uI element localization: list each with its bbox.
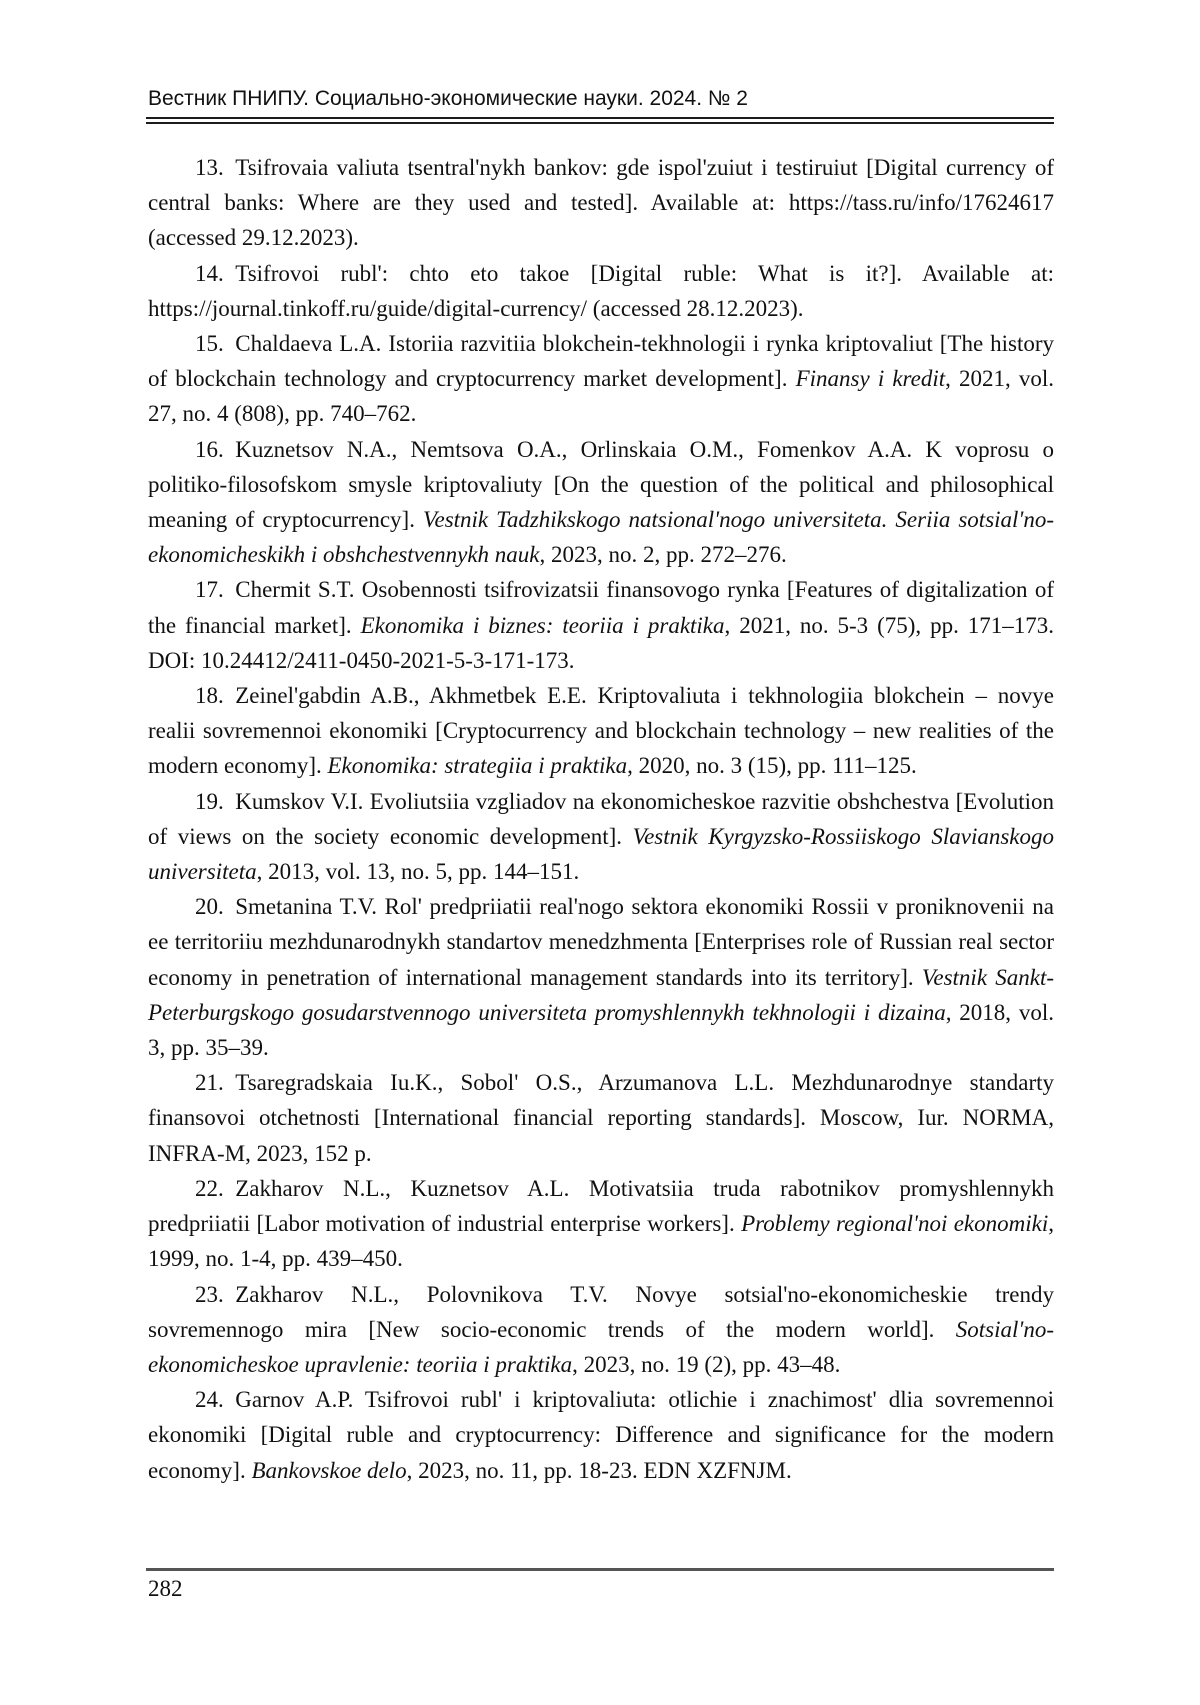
reference-item	[148, 256, 1054, 326]
reference-text-segment: , 2023, no. 19 (2), pp. 43–48.	[572, 1351, 841, 1377]
reference-number: 17.	[195, 577, 236, 603]
reference-item	[148, 572, 1054, 678]
reference-text-segment: Kumskov V.I. Evoliutsiia vzgliadov na ekonomicheskoe razvitie obshchestva [Evolution of views on the society economic development].	[148, 788, 1054, 849]
reference-text-segment: Chaldaeva L.A. Istoriia razvitiia blokchein-tekhnologii i rynka kriptovaliut [The history of blockchain technology and cryptocurrency market development].	[148, 331, 1054, 392]
reference-text-segment: Bankovskoe delo	[251, 1457, 407, 1483]
reference-item	[148, 1171, 1054, 1277]
reference-text-segment: , 2021, vol. 27, no. 4 (808), pp. 740–762.	[148, 366, 1055, 427]
footer-rule	[146, 1568, 1054, 1571]
journal-running-header: Вестник ПНИПУ. Социально-экономические науки. 2024. № 2	[148, 87, 748, 110]
reference-text-segment: Vestnik Kyrgyzsko-Rossiiskogo Slavianskogo universiteta	[148, 823, 1054, 885]
reference-item	[148, 678, 1054, 784]
reference-text-segment: Zeinel'gabdin A.B., Akhmetbek E.E. Kriptovaliuta i tekhnologiia blokchein – novye realii sovremennoi ekonomiki [Cryptocurrency and blockchain technology – new realities of the modern economy].	[148, 683, 1054, 779]
reference-item	[148, 150, 1054, 256]
reference-item	[148, 1382, 1054, 1488]
reference-number: 21.	[195, 1070, 236, 1096]
reference-text-segment: Ekonomika: strategiia i praktika	[327, 753, 628, 779]
reference-item	[148, 432, 1054, 573]
reference-text-segment: Finansy i kredit	[795, 366, 946, 392]
reference-text-segment: Vestnik Sankt-Peterburgskogo gosudarstvennogo universiteta promyshlennykh tekhnologii i dizaina	[148, 964, 1054, 1025]
reference-text-segment: , 2013, vol. 13, no. 5, pp. 144–151.	[256, 859, 580, 885]
reference-text-segment: Zakharov N.L., Polovnikova T.V. Novye sotsial'no-ekonomicheskie trendy sovremennogo mira [New socio-economic trends of the modern world].	[148, 1281, 1054, 1342]
reference-text-segment: , 2023, no. 11, pp. 18-23. EDN XZFNJM.	[406, 1457, 792, 1483]
reference-item	[148, 326, 1054, 432]
reference-text-segment: Zakharov N.L., Kuznetsov A.L. Motivatsiia truda rabotnikov promyshlennykh predpriiatii [Labor motivation of industrial enterprise workers].	[148, 1175, 1054, 1237]
reference-text-segment: , 2021, no. 5-3 (75), pp. 171–173. DOI: 10.24412/2411-0450-2021-5-3-171-173.	[148, 612, 1054, 673]
reference-text-segment: Sotsial'no-ekonomicheskoe upravlenie: teoriia i praktika	[148, 1316, 1054, 1377]
reference-number: 14.	[195, 260, 236, 286]
reference-text-segment: Smetanina T.V. Rol' predpriiatii real'nogo sektora ekonomiki Rossii v proniknovenii na ee territoriiu mezhdunarodnykh standartov menedzhmenta [Enterprises role of Russian real sector economy in penetration of international management standards into its territory].	[148, 894, 1054, 990]
reference-text-segment: Problemy regional'noi ekonomiki	[741, 1211, 1049, 1237]
reference-number: 22.	[195, 1175, 236, 1201]
reference-text-segment: Ekonomika i biznes: teoriia i praktika	[360, 612, 725, 638]
reference-number: 24.	[195, 1387, 236, 1413]
reference-number: 16.	[195, 436, 236, 462]
references-list	[148, 150, 1054, 1488]
page-number: 282	[148, 1576, 183, 1601]
reference-number: 15.	[195, 331, 236, 357]
header-double-rule	[146, 117, 1054, 124]
reference-text-segment: , 2020, no. 3 (15), pp. 111–125.	[627, 753, 917, 779]
reference-item	[148, 1065, 1054, 1171]
reference-text-segment: Tsifrovaia valiuta tsentral'nykh bankov: gde ispol'zuiut i testiruiut [Digital currency of central banks: Where are they used and tested]. Available at: https://tass.ru/info/17624617 (accessed 29.12.2023).	[148, 155, 1054, 251]
reference-text-segment: , 1999, no. 1-4, pp. 439–450.	[148, 1211, 1054, 1272]
reference-item	[148, 784, 1054, 890]
reference-text-segment: Kuznetsov N.A., Nemtsova O.A., Orlinskaia O.M., Fomenkov A.A. K voprosu o politiko-filosofskom smysle kriptovaliuty [On the question of the political and philosophical meaning of cryptocurrency].	[148, 436, 1054, 533]
reference-item	[148, 1277, 1054, 1383]
reference-text-segment: Tsifrovoi rubl': chto eto takoe [Digital ruble: What is it?]. Available at: https://journal.tinkoff.ru/guide/digital-currency/ (accessed 28.12.2023).	[148, 260, 1054, 321]
reference-text-segment: Tsaregradskaia Iu.K., Sobol' O.S., Arzumanova L.L. Mezhdunarodnye standarty finansovoi otchetnosti [International financial reporting standards]. Moscow, Iur. NORMA, INFRA-M, 2023, 152 p.	[148, 1070, 1054, 1166]
reference-number: 18.	[195, 683, 236, 709]
reference-number: 20.	[195, 894, 236, 920]
reference-number: 23.	[195, 1281, 236, 1307]
reference-text-segment: Vestnik Tadzhikskogo natsional'nogo universiteta. Seriia sotsial'no-ekonomicheskikh i obshchestvennykh nauk	[148, 507, 1054, 568]
reference-number: 19.	[195, 788, 236, 814]
reference-text-segment: , 2023, no. 2, pp. 272–276.	[539, 542, 787, 568]
reference-text-segment: , 2018, vol. 3, pp. 35–39.	[148, 999, 1054, 1061]
reference-text-segment: Chermit S.T. Osobennosti tsifrovizatsii finansovogo rynka [Features of digitalization of the financial market].	[148, 577, 1054, 638]
reference-number: 13.	[195, 155, 236, 180]
reference-text-segment: Garnov A.P. Tsifrovoi rubl' i kriptovaliuta: otlichie i znachimost' dlia sovremennoi ekonomiki [Digital ruble and cryptocurrency: Difference and significance for the modern economy].	[148, 1387, 1054, 1483]
reference-item	[148, 889, 1054, 1065]
